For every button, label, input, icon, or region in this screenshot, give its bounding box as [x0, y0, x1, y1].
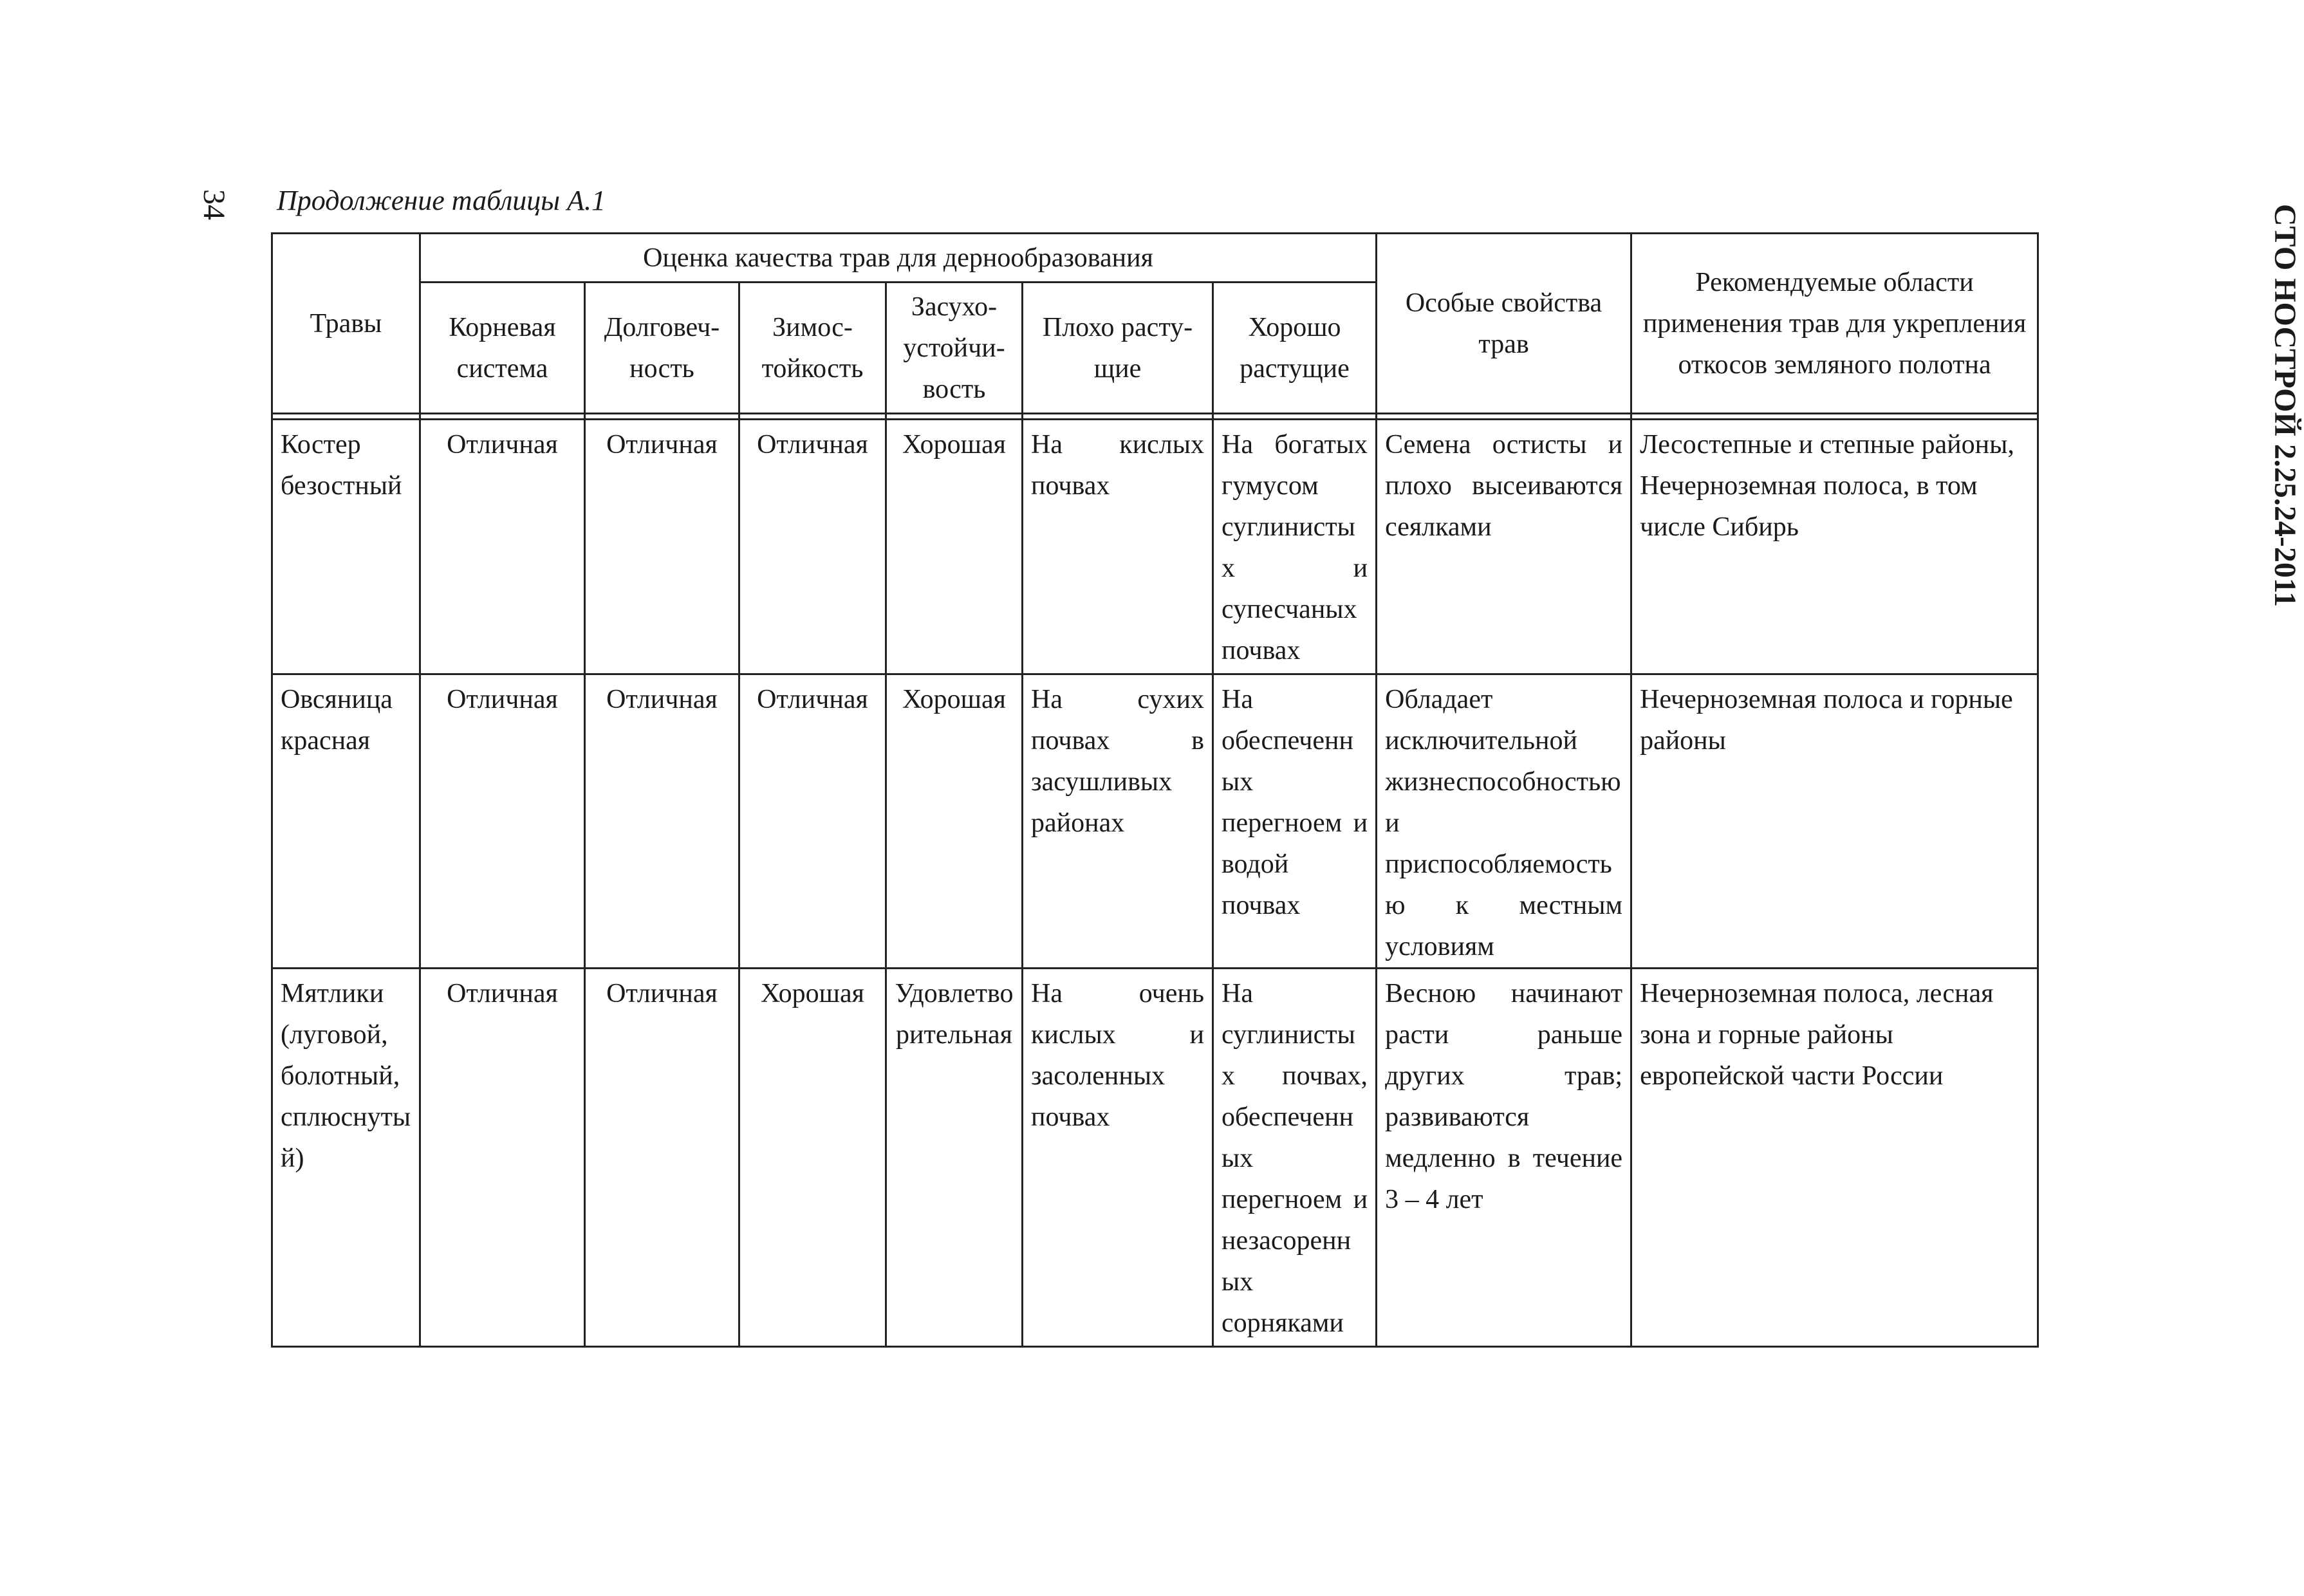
grass-quality-table [271, 232, 2039, 1348]
winter-hardiness-value: Отличная [757, 430, 868, 459]
cell-recommended-areas [1631, 674, 2038, 969]
poorly-growing-value: На кислых почвах [1031, 430, 1204, 501]
cell-recommended-areas [1631, 969, 2038, 1347]
header-recommended-areas: Рекомендуемые области применения трав для укрепления откосов земляного полотна [1631, 234, 2038, 414]
header-root-system: Корневая система [420, 283, 585, 414]
well-growing-value: На суглинистых почвах, обеспеченных перегноем и незасоренных сорняками [1222, 979, 1368, 1338]
cell-well-growing [1213, 674, 1377, 969]
well-growing-value: На обеспеченных перегноем и водой почвах [1222, 685, 1368, 920]
recommended-areas-value: Нечерноземная полоса, лесная зона и горные районы европейской части России [1640, 979, 1994, 1091]
cell-grass [272, 969, 420, 1347]
special-properties-value: Весною начинают расти раньше других трав; развиваются медленно в течение 3 – 4 лет [1385, 979, 1623, 1214]
drought-resistance-value: Удовлетворительная [895, 979, 1014, 1050]
winter-hardiness-value: Отличная [757, 685, 868, 714]
cell-drought-resistance [886, 674, 1023, 969]
cell-well-growing [1213, 420, 1377, 674]
longevity-value: Отличная [606, 685, 718, 714]
cell-grass [272, 420, 420, 674]
header-row-group [272, 234, 2038, 283]
poorly-growing-value: На очень кислых и засоленных почвах [1031, 979, 1204, 1132]
cell-poorly-growing [1023, 674, 1213, 969]
header-poorly-growing: Плохо расту-щие [1023, 283, 1213, 414]
header-divider [272, 414, 2038, 420]
cell-drought-resistance [886, 420, 1023, 674]
table-row [272, 674, 2038, 969]
cell-winter-hardiness [739, 969, 886, 1347]
cell-longevity [585, 674, 739, 969]
header-quality-group: Оценка качества трав для дернообразования [420, 234, 1377, 283]
cell-special-properties [1377, 420, 1631, 674]
cell-poorly-growing [1023, 969, 1213, 1347]
winter-hardiness-value: Хорошая [761, 979, 864, 1008]
cell-recommended-areas [1631, 420, 2038, 674]
header-longevity: Долговеч-ность [585, 283, 739, 414]
cell-winter-hardiness [739, 674, 886, 969]
cell-drought-resistance [886, 969, 1023, 1347]
cell-longevity [585, 969, 739, 1347]
recommended-areas-value: Нечерноземная полоса и горные районы [1640, 685, 2013, 756]
cell-special-properties [1377, 969, 1631, 1347]
longevity-value: Отличная [606, 979, 718, 1008]
header-drought-resistance: Засухо-устойчи-вость [886, 283, 1023, 414]
special-properties-value: Обладает исключительной жизнеспособностью и приспособляемостью к местным условиям [1385, 685, 1623, 961]
cell-root-system [420, 674, 585, 969]
root-system-value: Отличная [447, 685, 558, 714]
header-winter-hardiness: Зимос-тойкость [739, 283, 886, 414]
cell-longevity [585, 420, 739, 674]
header-well-growing: Хорошо растущие [1213, 283, 1377, 414]
document-code: СТО НОСТРОЙ 2.25.24-2011 [2268, 203, 2302, 608]
longevity-value: Отличная [606, 430, 718, 459]
drought-resistance-value: Хорошая [902, 430, 1006, 459]
table-caption: Продолжение таблицы А.1 [277, 185, 606, 216]
grass-name: Костер безостный [281, 430, 402, 501]
cell-root-system [420, 420, 585, 674]
grass-name: Мятлики (луговой, болотный, сплюснутый) [281, 979, 411, 1173]
root-system-value: Отличная [447, 430, 558, 459]
header-grasses: Травы [272, 234, 420, 414]
cell-poorly-growing [1023, 420, 1213, 674]
cell-winter-hardiness [739, 420, 886, 674]
page-number: 34 [197, 189, 231, 220]
cell-special-properties [1377, 674, 1631, 969]
cell-root-system [420, 969, 585, 1347]
special-properties-value: Семена остисты и плохо высеиваются сеялками [1385, 430, 1623, 542]
poorly-growing-value: На сухих почвах в засушливых районах [1031, 685, 1204, 838]
well-growing-value: На богатых гумусом суглинистых и супесчаных почвах [1222, 430, 1368, 665]
recommended-areas-value: Лесостепные и степные районы, Нечерноземная полоса, в том числе Сибирь [1640, 430, 2014, 542]
drought-resistance-value: Хорошая [902, 685, 1006, 714]
grass-name: Овсяница красная [281, 685, 393, 756]
cell-grass [272, 674, 420, 969]
table-row [272, 969, 2038, 1347]
cell-well-growing [1213, 969, 1377, 1347]
table-row [272, 420, 2038, 674]
header-special-properties: Особые свойства трав [1377, 234, 1631, 414]
root-system-value: Отличная [447, 979, 558, 1008]
